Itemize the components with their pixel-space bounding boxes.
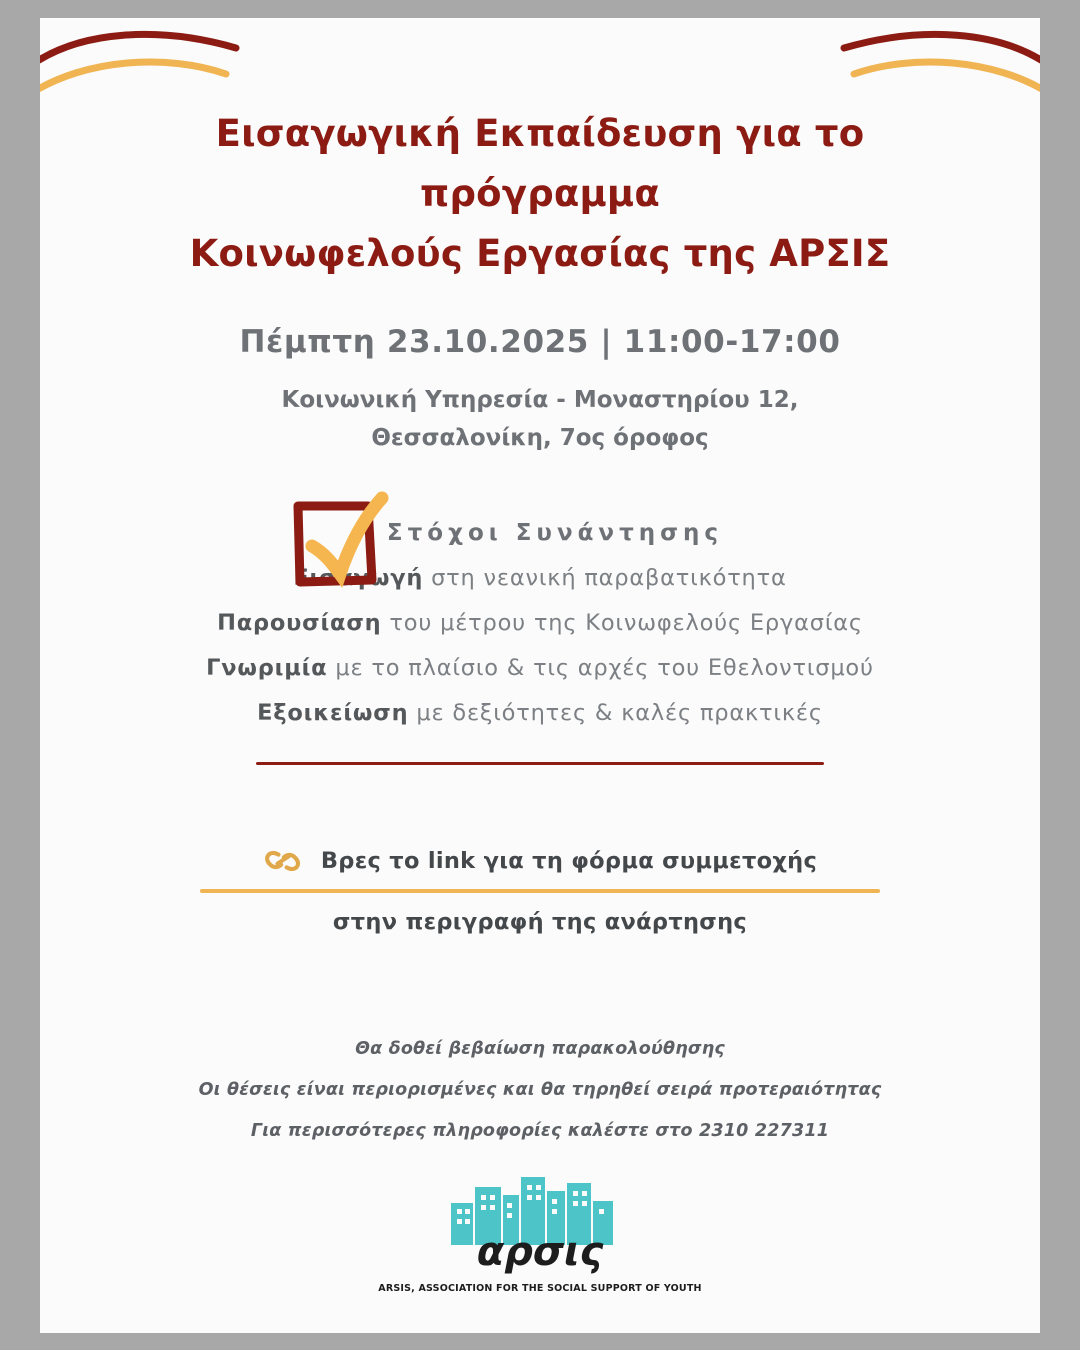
note-item: Για περισσότερες πληροφορίες καλέστε στο 2310 227311: [250, 1120, 830, 1141]
goal-item: [40, 610, 1040, 636]
checkmark-icon: [286, 488, 396, 598]
divider-dark-red: [256, 762, 824, 765]
note-item: Οι θέσεις είναι περιορισμένες και θα τηρηθεί σειρά προτεραιότητας: [198, 1079, 882, 1100]
registration-link-subtext: στην περιγραφή της ανάρτησης: [332, 908, 748, 935]
goals-heading: Στόχοι Συνάντησης: [386, 519, 724, 546]
note-item: Θα δοθεί βεβαίωση παρακολούθησης: [355, 1038, 725, 1059]
registration-link-row: [40, 845, 1040, 877]
arsis-wordmark: αρσις: [476, 1228, 604, 1275]
poster-canvas: [40, 18, 1040, 1333]
organization-logo: [40, 1169, 1040, 1294]
registration-link-text: Βρες το link για τη φόρμα συμμετοχής: [320, 847, 818, 874]
goal-item-bold: Γνωριμία: [206, 654, 328, 681]
link-chain-icon: [263, 845, 303, 877]
goal-item-rest: στη νεανική παραβατικότητα: [423, 564, 787, 591]
arsis-logo-icon: [435, 1169, 645, 1279]
event-venue: [40, 382, 1040, 458]
venue-line-1: Κοινωνική Υπηρεσία - Μοναστηρίου 12,: [281, 386, 799, 413]
decorative-swoosh-top-left: [40, 18, 270, 138]
notes-section: [40, 1039, 1040, 1141]
event-datetime: Πέμπτη 23.10.2025 | 11:00-17:00: [239, 323, 841, 360]
goal-item-rest: του μέτρου της Κοινωφελούς Εργασίας: [381, 609, 863, 636]
goal-item-bold: Εισαγωγή: [293, 564, 424, 591]
goal-item-bold: Εξοικείωση: [257, 699, 409, 726]
goals-section: [40, 520, 1040, 765]
goal-item: [40, 700, 1040, 726]
goal-item: [40, 655, 1040, 681]
goal-item: [40, 565, 1040, 591]
venue-line-2: Θεσσαλονίκη, 7ος όροφος: [371, 424, 709, 451]
goal-item-rest: με το πλαίσιο & τις αρχές του Εθελοντισμού: [327, 654, 874, 681]
registration-link-section: [40, 845, 1040, 935]
title-line-1: Εισαγωγική Εκπαίδευση για το πρόγραμμα: [215, 112, 865, 215]
divider-gold: [200, 889, 880, 893]
title-line-2: Κοινωφελούς Εργασίας της ΑΡΣΙΣ: [189, 231, 891, 275]
goal-item-rest: με δεξιότητες & καλές πρακτικές: [408, 699, 823, 726]
decorative-swoosh-top-right: [810, 18, 1040, 138]
goal-item-bold: Παρουσίαση: [217, 609, 382, 636]
logo-tagline: ARSIS, ASSOCIATION FOR THE SOCIAL SUPPORT OF YOUTH: [378, 1282, 702, 1294]
